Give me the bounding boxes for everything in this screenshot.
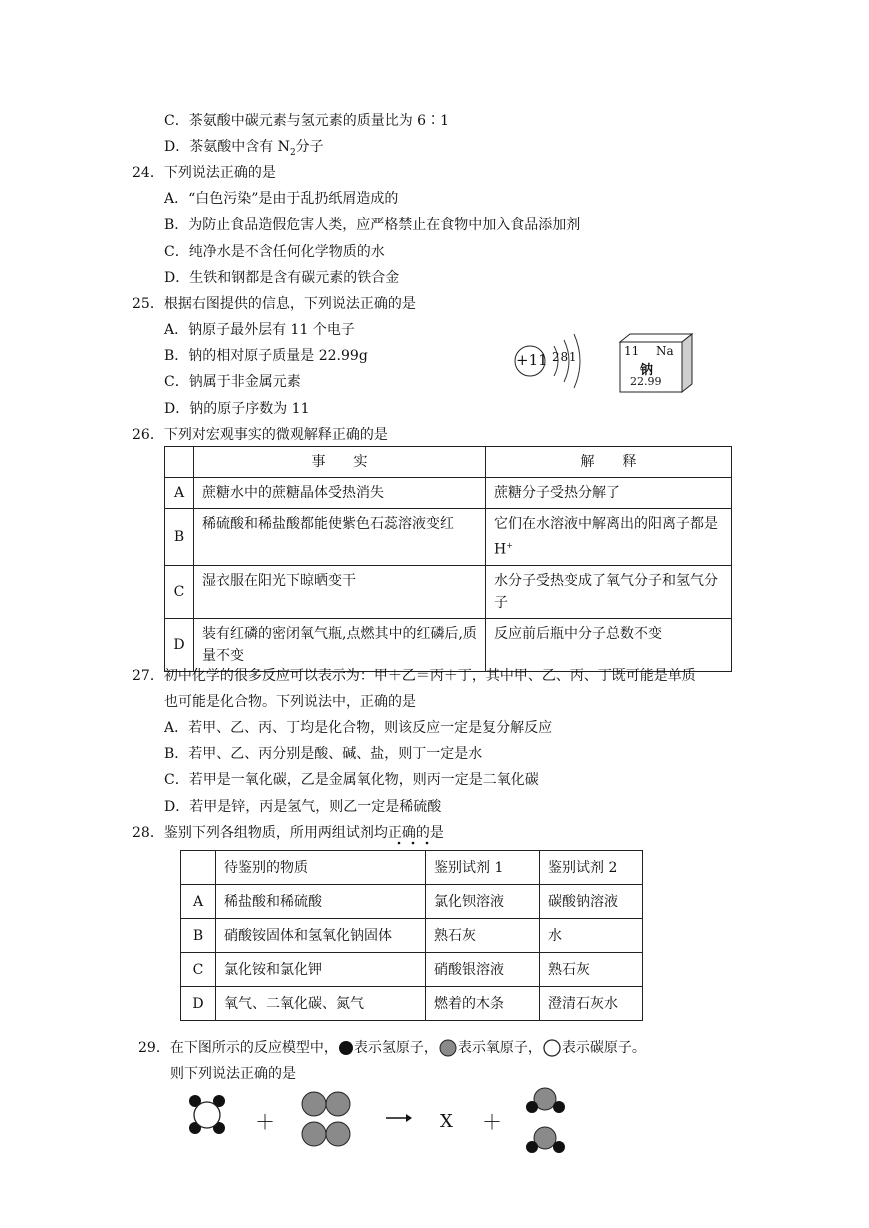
table-row: [181, 919, 643, 953]
q23-option-d-text: D．茶氨酸中含有 N: [164, 139, 290, 155]
table-cell-reagent-1: 硝酸银溶液: [426, 953, 540, 987]
table-cell-letter: A: [165, 478, 194, 509]
q28-stem: 28．鉴别下列各组物质，所用两组试剂均正确的是: [132, 825, 444, 841]
table-row: [165, 478, 732, 509]
table-cell-reagent-2: 澄清石灰水: [540, 987, 643, 1021]
table-cell-letter: D: [181, 987, 216, 1021]
table-header-row: [181, 851, 643, 885]
methane-molecule: [189, 1095, 225, 1134]
q23-option-d-text-end: 分子: [295, 139, 324, 155]
table-row: [181, 953, 643, 987]
table-cell-reagent-1: 熟石灰: [426, 919, 540, 953]
element-name: 钠: [640, 363, 654, 378]
sodium-atom-diagram: [510, 328, 600, 394]
table-cell-explain: 反应前后瓶中分子总数不变: [486, 618, 732, 671]
table-cell-letter: C: [181, 953, 216, 987]
element-mass: 22.99: [630, 375, 662, 388]
table-cell-letter: B: [165, 509, 194, 566]
atom-nucleus-label: +11: [516, 351, 548, 369]
table-row: [165, 565, 732, 618]
table-cell-letter: C: [165, 565, 194, 618]
table-cell-fact: 蔗糖水中的蔗糖晶体受热消失: [194, 478, 486, 509]
q25-option-d: D．钠的原子序数为 11: [164, 401, 310, 417]
q24-option-d: D．生铁和钢都是含有碳元素的铁合金: [164, 270, 400, 286]
table-cell-fact: 稀硫酸和稀盐酸都能使紫色石蕊溶液变红: [194, 509, 486, 566]
table-cell-substance: 氯化铵和氯化钾: [216, 953, 426, 987]
emphasis-dots-icon: [395, 840, 435, 846]
table-row: [181, 885, 643, 919]
q27-option-c: C．若甲是一氧化碳，乙是金属氧化物，则丙一定是二氧化碳: [164, 772, 539, 788]
table-header-cell: [165, 447, 194, 478]
q27-stem-line1: 27．初中化学的很多反应可以表示为：甲＋乙＝丙＋丁，其中甲、乙、丙、丁既可能是单质: [132, 668, 696, 684]
table-cell-reagent-2: 熟石灰: [540, 953, 643, 987]
table-header-row: [165, 447, 732, 478]
table-cell-reagent-1: 氯化钡溶液: [426, 885, 540, 919]
table-cell-explain-text: 它们在水溶液中解离出的阳离子都是 H: [494, 516, 718, 558]
q27-option-b: B．若甲、乙、丙分别是酸、碱、盐，则丁一定是水: [164, 746, 483, 762]
q23-option-d: [164, 137, 324, 163]
q25-option-c: C．钠属于非金属元素: [164, 374, 301, 390]
q25-option-b: B．钠的相对原子质量是 22.99g: [164, 348, 368, 364]
table-header-cell: 解 释: [486, 447, 732, 478]
sodium-element-card: [612, 332, 694, 396]
table-row: [181, 987, 643, 1021]
water-molecules: [526, 1088, 565, 1153]
q24-option-a: A．“白色污染”是由于乱扔纸屑造成的: [164, 191, 399, 207]
legend-hydrogen-label: 表示氢原子，: [353, 1040, 438, 1056]
table-cell-letter: A: [181, 885, 216, 919]
table-cell-letter: D: [165, 618, 194, 671]
table-row: [165, 618, 732, 671]
oxygen-molecules: [302, 1092, 350, 1146]
q24-stem: 24．下列说法正确的是: [132, 165, 276, 181]
table-cell-reagent-1: 燃着的木条: [426, 987, 540, 1021]
table-header-cell: 事 实: [194, 447, 486, 478]
table-header-cell: 鉴别试剂 1: [426, 851, 540, 885]
q23-option-c: C．茶氨酸中碳元素与氢元素的质量比为 6∶1: [164, 113, 449, 129]
table-cell-explain-superscript: +: [506, 541, 513, 550]
table-cell-fact: 湿衣服在阳光下晾晒变干: [194, 565, 486, 618]
table-cell-letter: B: [181, 919, 216, 953]
q26-stem: 26．下列对宏观事实的微观解释正确的是: [132, 427, 388, 443]
table-row: [165, 509, 732, 566]
q27-option-d: D．若甲是锌，丙是氢气，则乙一定是稀硫酸: [164, 799, 442, 815]
q24-option-b: B．为防止食品造假危害人类，应严格禁止在食物中加入食品添加剂: [164, 217, 581, 233]
q29-stem-line2: 则下列说法正确的是: [170, 1066, 296, 1082]
element-symbol: Na: [656, 344, 674, 358]
q23-option-d-subscript: 2: [289, 147, 296, 158]
carbon-atom-icon: [542, 1039, 562, 1057]
reaction-model-diagram: [180, 1085, 600, 1165]
reaction-plus-2: ＋: [482, 1110, 502, 1134]
q29-stem-text: 29．在下图所示的反应模型中，: [138, 1040, 338, 1056]
oxygen-atom-icon: [438, 1039, 458, 1057]
element-number: 11: [624, 344, 640, 358]
table-cell-fact: 装有红磷的密闭氧气瓶,点燃其中的红磷后,质量不变: [194, 618, 486, 671]
table-cell-substance: 氧气、二氧化碳、氮气: [216, 987, 426, 1021]
table-cell-substance: 稀盐酸和稀硫酸: [216, 885, 426, 919]
q24-option-c: C．纯净水是不含任何化学物质的水: [164, 244, 385, 260]
q26-table: [164, 446, 732, 672]
table-cell-reagent-2: 碳酸钠溶液: [540, 885, 643, 919]
table-header-cell: 待鉴别的物质: [216, 851, 426, 885]
table-header-cell: 鉴别试剂 2: [540, 851, 643, 885]
atom-shell-electrons: 2 8 1: [552, 350, 577, 364]
table-cell-substance: 硝酸铵固体和氢氧化钠固体: [216, 919, 426, 953]
reaction-plus-1: ＋: [255, 1110, 275, 1134]
table-header-cell: [181, 851, 216, 885]
reaction-arrow-icon: [386, 1114, 412, 1122]
q27-stem-line2: 也可能是化合物。下列说法中，正确的是: [164, 694, 416, 710]
q28-table: [180, 850, 643, 1021]
table-cell-explain: [486, 509, 732, 566]
q25-option-a: A．钠原子最外层有 11 个电子: [164, 322, 355, 338]
q27-option-a: A．若甲、乙、丙、丁均是化合物，则该反应一定是复分解反应: [164, 720, 553, 736]
legend-carbon-label: 表示碳原子。: [561, 1040, 646, 1056]
table-cell-explain: 蔗糖分子受热分解了: [486, 478, 732, 509]
legend-oxygen-label: 表示氧原子，: [457, 1040, 542, 1056]
reaction-product-x: X: [440, 1111, 453, 1132]
q25-stem: 25．根据右图提供的信息，下列说法正确的是: [132, 296, 416, 312]
hydrogen-atom-icon: [338, 1040, 354, 1056]
q29-stem: [138, 1038, 646, 1058]
table-cell-reagent-2: 水: [540, 919, 643, 953]
table-cell-explain: 水分子受热变成了氧气分子和氢气分子: [486, 565, 732, 618]
